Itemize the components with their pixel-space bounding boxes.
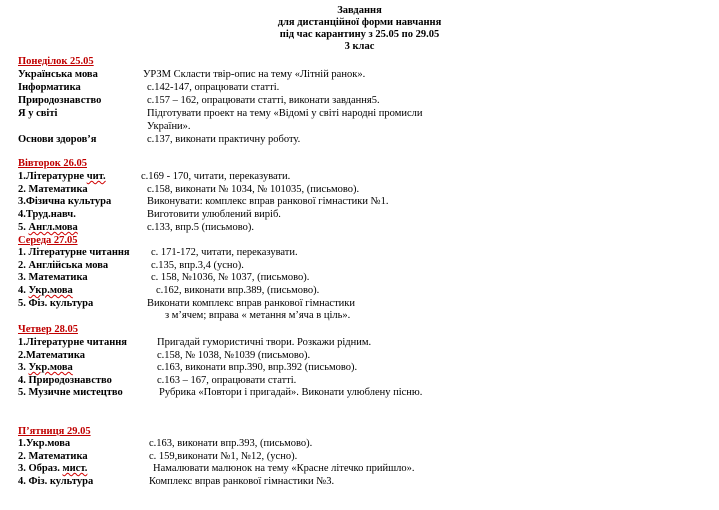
subject-label-part: 5.: [18, 222, 26, 233]
task-text: Намалювати малюнок на тему «Красне літечко прийшло».: [153, 463, 415, 474]
task-text: Рубрика «Повтори і пригадай». Виконати улюблену пісню.: [159, 387, 423, 398]
task-text: с.169 - 170, читати, переказувати.: [141, 171, 291, 182]
subject-label: 1.Укр.мова: [18, 438, 71, 449]
header-subtitle: для дистанційної форми навчання: [277, 17, 442, 28]
task-text-continuation: України».: [147, 121, 191, 132]
subject-label-part: мист.: [62, 463, 88, 474]
subject-label: 2. Англійська мова: [18, 260, 109, 271]
subject-label-part: 3.: [18, 362, 26, 373]
subject-label: 3. Математика: [18, 272, 88, 283]
header-period: під час карантину з 25.05 по 29.05: [279, 29, 440, 40]
task-text: Комплекс вправ ранкової гімнастики №3.: [149, 476, 335, 487]
subject-label: 1. Літературне читання: [18, 247, 130, 258]
task-text: с.157 – 162, опрацювати статті, виконати завдання5.: [147, 95, 380, 106]
document-header: [0, 5, 719, 53]
task-text: с. 158, №1036, № 1037, (письмово).: [151, 272, 310, 283]
task-text: с.163 – 167, опрацювати статті.: [157, 375, 297, 386]
subject-label-part: 4.: [18, 285, 26, 296]
task-text: Виконувати: комплекс вправ ранкової гімнастики №1.: [147, 196, 389, 207]
subject-label-part: Англ.мова: [28, 222, 78, 233]
subject-label: [18, 285, 73, 297]
task-text: с. 171-172, читати, переказувати.: [151, 247, 298, 258]
subject-label: [18, 362, 73, 374]
task-text: с.158, виконати № 1034, № 101035, (письмово).: [147, 184, 360, 195]
task-text: с.135, впр.3,4 (усно).: [151, 260, 244, 271]
subject-label-part: 3. Образ.: [18, 463, 60, 474]
task-text-continuation: з м’ячем; вправа « метання м’яча в ціль».: [165, 310, 351, 321]
subject-label: 2. Математика: [18, 184, 88, 195]
task-text: с.163, виконати впр.390, впр.392 (письмово).: [157, 362, 358, 373]
subject-label: [18, 463, 87, 475]
day-title-tuesday: Вівторок 26.05: [18, 158, 87, 169]
subject-label: Я у світі: [18, 108, 58, 119]
subject-label: 5. Фіз. культура: [18, 298, 94, 309]
subject-label: 4.Труд.навч.: [18, 209, 76, 220]
header-class: 3 клас: [344, 41, 375, 52]
task-text: Виконати комплекс вправ ранкової гімнастики: [147, 298, 356, 309]
task-text: Виготовити улюблений виріб.: [147, 209, 281, 220]
subject-label: Українська мова: [18, 69, 98, 80]
day-title-friday: П’ятниця 29.05: [18, 426, 91, 437]
subject-label: [18, 171, 106, 183]
subject-label-part: Укр.мова: [28, 362, 73, 373]
subject-label: 1.Літературне читання: [18, 337, 127, 348]
subject-label: 4. Природознавство: [18, 375, 112, 386]
subject-label: Природознавство: [18, 95, 102, 106]
task-text: с. 159,виконати №1, №12, (усно).: [149, 451, 298, 462]
subject-label: 4. Фіз. культура: [18, 476, 94, 487]
subject-label: 2. Математика: [18, 451, 88, 462]
day-title-thursday: Четвер 28.05: [18, 324, 78, 335]
task-text: с.142-147, опрацювати статті.: [147, 82, 280, 93]
subject-label: Інформатика: [18, 82, 81, 93]
subject-label: 2.Математика: [18, 350, 85, 361]
day-title-wednesday: Середа 27.05: [18, 235, 78, 246]
subject-label: [18, 222, 78, 234]
task-text: с.133, впр.5 (письмово).: [147, 222, 254, 233]
task-text: с.162, виконати впр.389, (письмово).: [156, 285, 320, 296]
task-text: УРЗМ Скласти твір-опис на тему «Літній ранок».: [143, 69, 366, 80]
task-text: с.158, № 1038, №1039 (письмово).: [157, 350, 311, 361]
subject-label: Основи здоров’я: [18, 134, 97, 145]
task-text: с.137, виконати практичну роботу.: [147, 134, 301, 145]
subject-label: 3.Фізична культура: [18, 196, 112, 207]
task-text: с.163, виконати впр.393, (письмово).: [149, 438, 313, 449]
day-title-monday: Понеділок 25.05: [18, 56, 94, 67]
subject-label: 5. Музичне мистецтво: [18, 387, 123, 398]
subject-label-part: чит.: [86, 171, 106, 182]
task-text: Підготувати проект на тему «Відомі у світі народні промисли: [147, 108, 423, 119]
header-title: Завдання: [337, 5, 382, 16]
subject-label-part: 1.Літературне: [18, 171, 85, 182]
task-text: Пригадай гумористичні твори. Розкажи рідним.: [157, 337, 372, 348]
subject-label-part: Укр.мова: [28, 285, 73, 296]
